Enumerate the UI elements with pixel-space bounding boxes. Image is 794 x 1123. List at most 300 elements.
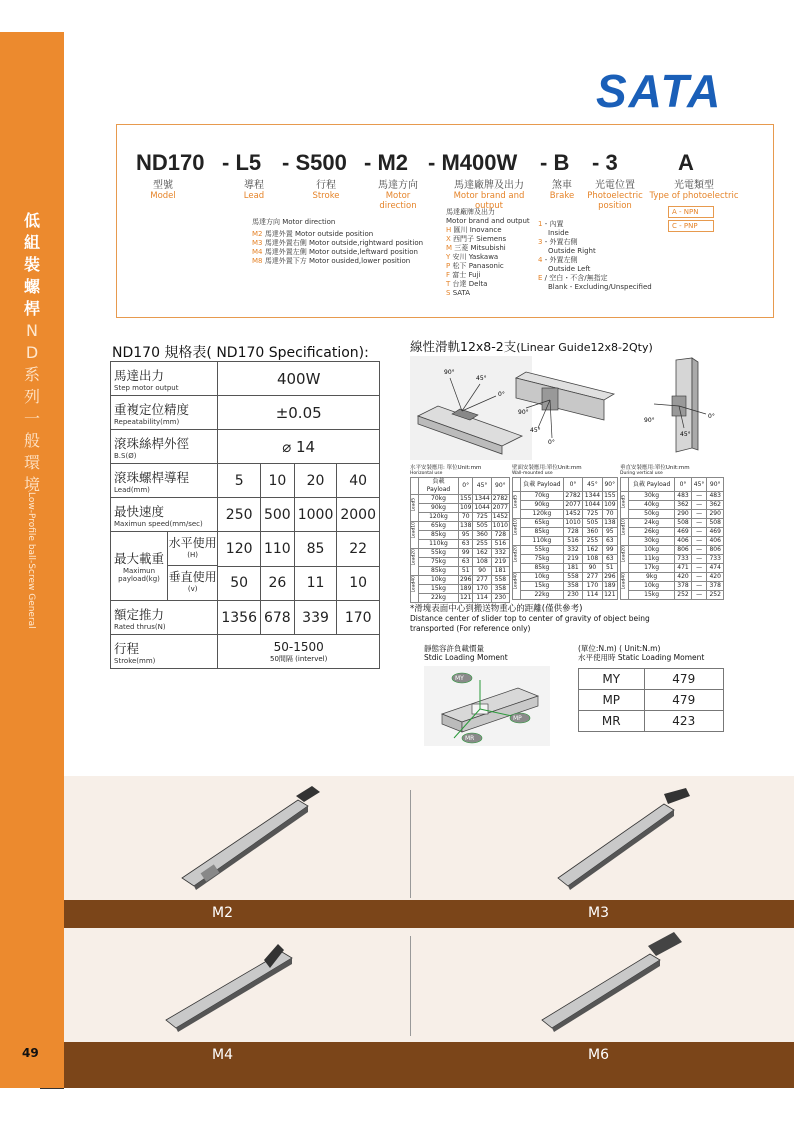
table-cell: 138 [459,522,472,529]
code-photo-type: A [678,150,694,175]
code-model: ND170 [136,150,205,175]
table-cell: 15kg [419,585,459,594]
list-item: 1 - 內置 [538,220,564,228]
table-row [579,711,724,732]
table-row [111,464,380,498]
table-cell: 55kg [521,546,564,555]
sidebar-char: 組 [23,233,40,252]
table-cell: 252 [675,591,692,600]
table-cell: 189 [459,585,472,592]
table-cell: 1044 [583,501,602,510]
table-cell: 85kg [419,531,459,540]
spec-value: 10 [260,464,294,498]
spec-value: 2000 [337,498,380,532]
angle-45: 45° [680,431,691,438]
table-row [513,555,618,564]
motor-brand-title-en: Motor brand and output [446,217,530,225]
note-en: transported (For reference only) [410,624,531,633]
table-cell: 99 [602,546,617,555]
table-cell: 15kg [521,582,564,591]
table-cell: 806 [675,546,692,555]
angle-45: 45° [476,375,487,382]
list-item: E / 空白・不含/無指定 [538,274,608,282]
table-cell: 108 [473,558,491,567]
table-cell: 109 [459,504,472,511]
product-image-m4 [164,940,314,1034]
table-cell: 90 [583,564,602,573]
table-cell: 358 [491,585,509,594]
table-row [513,492,618,501]
spec-value: 170 [337,601,380,635]
table-cell: 110kg [521,537,564,546]
table-cell: 181 [563,564,582,573]
table-cell: 114 [583,591,602,600]
spec-label: 馬達出力 Step motor output [111,362,218,396]
label-photo-position: 光電位置 Photoelectric position [587,180,643,211]
table-row [411,513,510,522]
table-cell: 170 [583,582,602,591]
table-cell: 162 [473,549,491,558]
table-header: 45° [473,478,491,495]
list-item: M8 馬達外置下方 Motor ousided,lower position [252,257,411,265]
product-divider [410,936,411,1036]
lead-label: Lead40 [411,576,419,603]
table-cell: 733 [675,555,692,564]
moment-value: 423 [644,711,724,732]
spec-value: 1356 [218,601,261,635]
spec-value: 50-1500 50間隔 (intervel) [218,635,380,669]
table-cell: 155 [604,492,616,499]
angle-0: 0° [708,413,715,420]
load-table [512,477,618,600]
table-cell: 728 [563,528,582,537]
table-cell: — [691,546,707,555]
product-image-m3 [556,786,696,896]
lead-label: Lead10 [513,519,521,546]
table-cell: 290 [675,510,692,519]
sidebar-title [14,210,50,496]
product-divider [410,790,411,898]
table-cell: 108 [583,555,602,564]
table-row [411,531,510,540]
table-cell: — [691,573,707,582]
wall-mount-illustration [512,356,620,460]
list-item: H 匯川 Inovance [446,226,502,234]
table-cell: 65kg [521,519,564,528]
table-row [513,537,618,546]
table-cell: 230 [491,594,509,603]
moment-label-mp: MP [513,715,522,722]
code-motor-brand: - M400W [428,150,518,175]
product-image-m6 [540,932,690,1032]
table-cell: 296 [604,573,616,580]
spec-value: 40 [337,464,380,498]
product-label-m2: M2 [212,905,233,921]
list-item: 3 - 外置右側 [538,238,578,246]
table-cell: — [691,564,707,573]
table-cell: 155 [459,495,472,502]
table-cell: 11kg [629,555,675,564]
table-row [111,601,380,635]
table-row [513,591,618,600]
spec-value: 20 [294,464,337,498]
spec-value: 110 [260,532,294,567]
table-cell: 505 [583,519,602,528]
table-cell: 90 [473,567,491,576]
table-cell: 483 [675,492,692,501]
list-item-en: Blank - Excluding/Unspecified [548,283,652,291]
load-table-title: 垂直安裝應用:單位Unit:mm During vertical use [620,465,690,476]
list-item: Y 安川 Yaskawa [446,253,499,261]
gravity-note [410,604,650,634]
note-zh: *滑塊表面中心到搬送物重心的距離(僅供參考) [410,604,583,614]
spec-label: 額定推力 Rated thrus(N) [111,601,218,635]
spec-value: 50 [218,566,261,601]
sidebar-char: N [26,321,38,340]
spec-value: 10 [337,566,380,601]
spec-value: 5 [218,464,261,498]
table-row [621,478,724,492]
table-cell: 483 [707,492,724,501]
moment-diagram [424,666,550,746]
table-cell: 85kg [419,567,459,576]
photo-position-list [538,220,658,292]
list-item-en: Inside [548,229,569,237]
table-row [111,532,380,567]
table-cell: 90kg [521,501,564,510]
table-cell: 10kg [419,576,459,585]
table-cell: 189 [604,582,616,589]
guide-title: 線性滑軌12x8-2支(Linear Guide12x8-2Qty) [410,339,653,354]
table-row [411,594,510,603]
table-cell: 1452 [563,510,582,519]
moment-name: MR [579,711,645,732]
table-cell: 725 [583,510,602,519]
spec-value: 400W [218,362,380,396]
table-cell: 277 [473,576,491,585]
table-header: 45° [691,478,707,492]
spec-value: 678 [260,601,294,635]
table-cell: 99 [458,549,472,558]
table-cell: 75kg [419,558,459,567]
table-row [621,510,724,519]
table-row [411,504,510,513]
table-row [621,537,724,546]
code-stroke: - S500 [282,150,347,175]
table-cell: 508 [707,519,724,528]
table-cell: 26kg [629,528,675,537]
table-cell: 40kg [629,501,675,510]
lead-label: Lead20 [513,546,521,573]
motor-brand-title: 馬達廠牌及出力 [446,208,495,216]
table-cell: 170 [473,585,491,594]
table-cell: 51 [458,567,472,576]
table-cell: 95 [602,528,617,537]
table-cell: 474 [707,564,724,573]
table-cell: 505 [473,522,491,531]
table-cell: 725 [473,513,491,522]
sidebar-latin [24,492,38,632]
table-row [621,501,724,510]
table-cell: 63 [602,537,617,546]
list-item: P 松下 Panasonic [446,262,504,270]
moment-illustration [424,666,550,746]
angle-90: 90° [518,409,529,416]
table-cell: — [691,492,707,501]
table-cell: 230 [563,591,582,600]
label-brake: 煞車 Brake [549,180,575,201]
table-cell: 558 [563,573,582,582]
sidebar-char: 列 [23,387,40,406]
table-cell: 70 [458,513,472,522]
table-cell: 358 [563,582,582,591]
table-cell: 30kg [629,492,675,501]
table-cell: 10kg [521,573,564,582]
moment-name: MP [579,690,645,711]
product-image-m2 [180,786,330,896]
table-header: 負載 Payload [629,478,675,492]
table-cell: 252 [707,591,724,600]
table-cell: — [691,519,707,528]
list-item: T 台達 Delta [446,280,488,288]
spec-label: 最大載重 Maximun payload(kg) 水平使用 (H) 垂直使用 (v) [111,532,218,601]
table-row [111,430,380,464]
table-cell: 114 [473,594,491,603]
spec-table [110,361,380,669]
table-row [621,582,724,591]
table-row [411,495,510,504]
table-row [411,576,510,585]
page-rule [40,1088,64,1089]
table-cell: 296 [459,576,472,583]
spec-value: 339 [294,601,337,635]
table-cell: 17kg [629,564,675,573]
spec-label: 重複定位精度 Repeatability(mm) [111,396,218,430]
table-cell: 15kg [629,591,675,600]
angle-0: 0° [498,391,505,398]
spec-label: 最快速度 Maximun speed(mm/sec) [111,498,218,532]
table-cell: 219 [563,555,582,564]
moment-left-title: 靜態容許負載慣量 Stdic Loading Moment [424,644,508,662]
product-band-top [64,900,794,928]
table-cell: 378 [707,582,724,591]
table-row [111,362,380,396]
spec-value: 120 [218,532,261,567]
table-cell: 516 [563,537,582,546]
table-cell: 95 [458,531,472,540]
table-cell: 806 [707,546,724,555]
table-cell: 51 [602,564,617,573]
table-cell: 85kg [521,564,564,573]
table-cell: 1010 [563,519,582,528]
table-cell: 70kg [521,492,564,501]
table-header: 0° [563,478,582,492]
table-row [621,519,724,528]
table-row [411,558,510,567]
table-row [513,582,618,591]
table-cell: 255 [583,537,602,546]
table-row [621,546,724,555]
table-header: 負載 Payload [419,478,459,495]
sidebar-char: 一 [23,409,40,428]
angle-45: 45° [530,427,541,434]
table-cell: 728 [491,531,509,540]
sidebar-char: 桿 [23,299,40,318]
lead-label: Lead20 [411,549,419,576]
spec-label: 滾珠螺桿導程 Lead(mm) [111,464,218,498]
table-row [621,564,724,573]
load-table-title: 壁面安裝應用:單位Unit:mm Wall-mounted use [512,465,582,476]
table-cell: 733 [707,555,724,564]
list-item: 4 - 外置左側 [538,256,578,264]
sidebar-char: 般 [23,431,40,450]
table-row [513,519,618,528]
sidebar-char: 境 [23,475,40,494]
product-label-m6: M6 [588,1047,609,1063]
spec-value: 500 [260,498,294,532]
table-cell: 30kg [629,537,675,546]
table-cell: 471 [675,564,692,573]
table-cell: — [691,501,707,510]
table-cell: 360 [583,528,602,537]
product-band-bottom [64,1042,794,1088]
moment-label-mr: MR [465,735,475,742]
table-cell: 1452 [492,513,508,520]
spec-value: ±0.05 [218,396,380,430]
product-label-m3: M3 [588,905,609,921]
table-cell: 63 [602,555,617,564]
table-row [621,528,724,537]
table-cell: 121 [459,594,472,601]
list-item: S SATA [446,289,471,297]
table-header: 90° [491,478,509,495]
load-table [410,477,510,603]
table-header: 負載 Payload [521,478,564,492]
table-row [513,564,618,573]
table-row [411,549,510,558]
moment-right-title: (單位:N.m) ( Unit:N.m) 水平使用時 Static Loading Moment [578,644,705,662]
table-cell: 109 [604,501,616,508]
table-cell: 110kg [419,540,459,549]
spec-title: ND170 規格表( ND170 Specification): [112,345,369,361]
table-cell: 332 [563,546,582,555]
table-cell: 219 [491,558,509,567]
table-cell: 63 [458,558,472,567]
moment-value: 479 [644,690,724,711]
table-cell: 65kg [419,522,459,531]
sidebar-char: 環 [23,453,40,472]
table-cell: 162 [583,546,602,555]
sidebar-char: 低 [23,211,40,230]
note-en: Distance center of slider top to center of gravity of object being [410,614,650,623]
table-row [579,690,724,711]
list-item: M 三菱 Mitsubishi [446,244,506,252]
table-cell: 90kg [419,504,459,513]
table-cell: — [691,591,707,600]
label-model: 型號 Model [150,180,176,201]
table-row [111,498,380,532]
code-brake: - B [540,150,570,175]
table-row [411,540,510,549]
table-cell: 9kg [629,573,675,582]
table-cell: 10kg [629,546,675,555]
table-cell: 332 [491,549,509,558]
table-cell: 121 [604,591,616,598]
table-cell: 120kg [419,513,459,522]
table-cell: 406 [675,537,692,546]
sidebar-char: 螺 [23,277,40,296]
table-cell: 2077 [492,504,508,511]
list-item: M4 馬達外置左側 Motor outside,leftward position [252,248,418,256]
load-table-title: 水平安裝應用: 單位Unit:mm Horizontal use [410,465,482,476]
lead-label: Lead10 [621,519,629,546]
table-cell: 10kg [629,582,675,591]
sidebar-char: D [25,343,39,362]
table-row [411,567,510,576]
spec-value: 1000 [294,498,337,532]
table-cell: 181 [491,567,509,576]
spec-value: 85 [294,532,337,567]
table-row [621,492,724,501]
table-row [621,591,724,600]
table-row [513,478,618,492]
table-cell: 469 [707,528,724,537]
lead-label: Lead40 [513,573,521,600]
lead-label: Lead10 [411,522,419,549]
table-cell: 558 [491,576,509,585]
table-cell: — [691,528,707,537]
sata-logo: SATA [596,65,723,117]
angle-0: 0° [548,439,555,446]
table-cell: 2077 [563,501,582,510]
table-cell: — [691,555,707,564]
table-cell: 255 [473,540,491,549]
spec-value: 11 [294,566,337,601]
table-cell: 85kg [521,528,564,537]
table-cell: 22kg [521,591,564,600]
table-row [111,396,380,430]
spec-label: 行程 Stroke(mm) [111,635,218,669]
spec-label: 滾珠絲桿外徑 B.S(Ø) [111,430,218,464]
table-cell: 362 [707,501,724,510]
photo-type-npn: A - NPN [668,206,714,218]
table-row [513,546,618,555]
table-row [411,478,510,495]
table-cell: 362 [675,501,692,510]
table-cell: 120kg [521,510,564,519]
table-row [513,528,618,537]
table-header: 45° [583,478,602,492]
lead-label: Lead5 [513,492,521,519]
table-row [411,585,510,594]
moment-label-my: MY [455,675,464,682]
table-row [513,573,618,582]
table-cell: — [691,510,707,519]
table-cell: 22kg [419,594,459,603]
table-cell: 360 [473,531,491,540]
table-cell: — [691,582,707,591]
table-header: 90° [707,478,724,492]
list-item: M3 馬達外置右側 Motor outside,rightward position [252,239,424,247]
list-item: X 西門子 Siemens [446,235,507,243]
spec-value: ⌀ 14 [218,430,380,464]
table-cell: 469 [675,528,692,537]
table-row [579,669,724,690]
moment-table [578,668,724,732]
table-row [513,510,618,519]
code-motor-direction: - M2 [364,150,408,175]
table-cell: 50kg [629,510,675,519]
